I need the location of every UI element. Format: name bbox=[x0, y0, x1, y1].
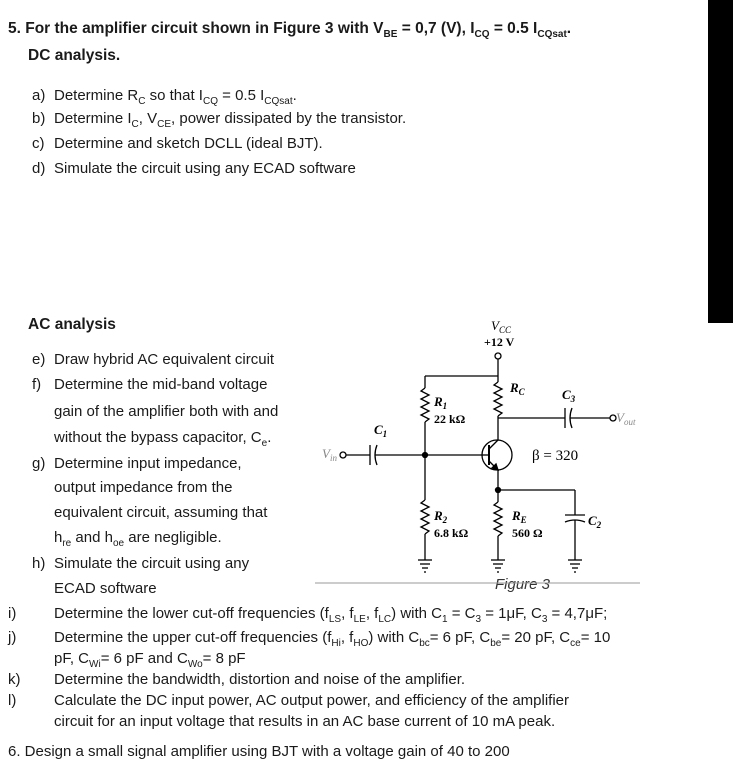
ac-item-f-line3: without the bypass capacitor, $C_e$. bbox=[54, 429, 272, 449]
ground-r2 bbox=[418, 560, 432, 572]
rc-label: $R_C$ bbox=[510, 380, 525, 397]
ac-item-e: e) Draw hybrid AC equivalent circuit bbox=[32, 351, 275, 368]
ac-item-f-line2: gain of the amplifier both with and bbox=[54, 403, 279, 420]
item-j-line2: pF, $C_{Wi}= 6$ pF and $C_{Wo}= 8$ pF bbox=[54, 650, 246, 670]
r1-resistor bbox=[421, 388, 429, 422]
item-l: l) Calculate the DC input power, AC output power, and efficiency of the amplifier bbox=[8, 692, 570, 709]
rc-resistor bbox=[494, 382, 502, 416]
ground-c2 bbox=[568, 560, 582, 572]
next-question-partial: 6. Design a small signal amplifier using BJT with a voltage gain of 40 to 200 bbox=[8, 743, 510, 760]
dc-item-d: d) Simulate the circuit using any ECAD software bbox=[32, 160, 356, 177]
re-resistor bbox=[494, 502, 502, 536]
question-title: 5. For the amplifier circuit shown in Figure 3 with $V_{BE} = 0,7$ (V), $I_{CQ} = 0.5$ $I_{CQsat}$. bbox=[8, 20, 572, 41]
dc-item-c: c) Determine and sketch DCLL (ideal BJT). bbox=[32, 135, 323, 152]
dc-item-a: a) Determine $R_C$ so that $I_{CQ} = 0.5$ $I_{CQsat}$. bbox=[32, 87, 297, 107]
ac-item-h-line2: ECAD software bbox=[54, 580, 157, 597]
r2-resistor bbox=[421, 500, 429, 534]
c1-label: $C_1$ bbox=[374, 422, 388, 439]
r2-label: $R_2$ bbox=[434, 508, 448, 525]
r1-value: 22 kΩ bbox=[434, 412, 466, 426]
re-label: $R_E$ bbox=[512, 508, 527, 525]
vcc-terminal bbox=[495, 353, 501, 359]
base-junction bbox=[423, 453, 428, 458]
ac-item-g: g) Determine input impedance, bbox=[32, 455, 242, 472]
ac-item-f: f) Determine the mid-band voltage bbox=[32, 376, 268, 393]
c3-label: $C_3$ bbox=[562, 387, 576, 404]
ac-analysis-heading: AC analysis bbox=[28, 316, 116, 333]
dc-analysis-heading: DC analysis. bbox=[28, 47, 121, 64]
item-l-line2: circuit for an input voltage that results in an AC base current of 10 mA peak. bbox=[54, 713, 556, 730]
item-j: j) Determine the upper cut-off frequencies ($f_{Hi}$, $f_{HO}$) with $C_{bc}= 6$ pF, $C_{be}= 20$ pF, $C_{ce}= 10$ bbox=[8, 629, 611, 649]
re-value: 560 Ω bbox=[512, 526, 543, 540]
r2-value: 6.8 kΩ bbox=[434, 526, 469, 540]
item-k: k) Determine the bandwidth, distortion and noise of the amplifier. bbox=[8, 671, 466, 688]
ac-item-g-line3: equivalent circuit, assuming that bbox=[54, 504, 268, 521]
r1-label: $R_1$ bbox=[434, 394, 448, 411]
vin-label: $V_{in}$ bbox=[322, 446, 337, 463]
vin-terminal bbox=[340, 452, 346, 458]
item-i: i) Determine the lower cut-off frequencies ($f_{LS}$, $f_{LE}$, $f_{LC}$) with $C_1 = C_3 = 1\mu F$, $C_3 = 4,7\mu F$; bbox=[8, 605, 608, 625]
beta-label: β = 320 bbox=[532, 448, 579, 464]
vcc-value: +12 V bbox=[484, 335, 515, 349]
ac-item-g-line4: $h_{re}$ and $h_{oe}$ are negligible. bbox=[54, 529, 222, 549]
dc-item-b: b) Determine $I_C$, $V_{CE}$, power dissipated by the transistor. bbox=[32, 110, 407, 130]
vcc-label: $V_{CC}$ bbox=[491, 318, 511, 335]
ground-re bbox=[491, 560, 505, 572]
ac-item-g-line2: output impedance from the bbox=[54, 479, 233, 496]
vout-label: $V_{out}$ bbox=[616, 410, 636, 427]
c2-label: $C_2$ bbox=[588, 513, 602, 530]
figure-caption: Figure 3 bbox=[495, 576, 551, 593]
ac-item-h: h) Simulate the circuit using any bbox=[32, 555, 250, 572]
